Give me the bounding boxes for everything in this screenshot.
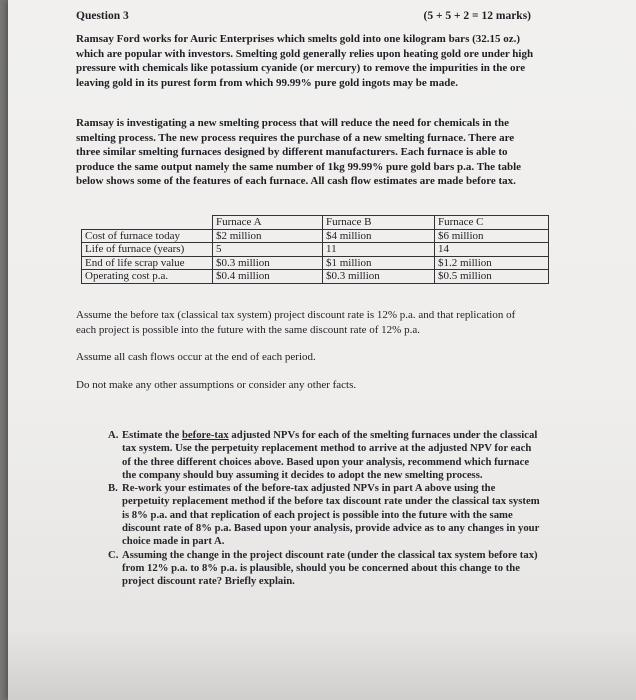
table-header-row: [82, 216, 549, 230]
list-item: [108, 482, 540, 548]
cashflow-assumption: Assume all cash flows occur at the end of each period.: [76, 351, 316, 363]
table-header-cell: Furnace B: [323, 216, 435, 230]
intro-paragraph: Ramsay Ford works for Auric Enterprises which smelts gold into one kilogram bars (32.15 oz.) which are popular with investors. Smelting gold generally relies upon heating gold ore under high pressure with chemicals like potassium cyanide (or mercury) to remove the impurities in the ore leaving gold in its purest form from which 99.99% pure gold ingots may be made.: [76, 33, 534, 89]
paper-shadow: [8, 630, 636, 700]
list-item: [108, 549, 540, 589]
row-label: Cost of furnace today: [82, 229, 213, 243]
question-title: Question 3: [76, 10, 129, 22]
table-header-cell: Furnace A: [213, 216, 323, 230]
table-corner-cell: [82, 216, 213, 230]
table-row: [82, 270, 549, 284]
row-label: Life of furnace (years): [82, 243, 213, 257]
scenario-paragraph: Ramsay is investigating a new smelting process that will reduce the need for chemicals in the smelting process. The new process requires the purchase of a new smelting furnace. There are three similar smelting furnaces designed by different manufacturers. Each furnace is able to produce the same output namely the same number of 1kg 99.99% pure gold bars p.a. The table below shows some of the features of each furnace. All cash flow estimates are made before tax.: [76, 117, 522, 188]
question-marks: (5 + 5 + 2 = 12 marks): [423, 10, 531, 22]
part-marker: B.: [108, 482, 118, 495]
discount-assumption: Assume the before tax (classical tax system) project discount rate is 12% p.a. and that replication of each project is possible into the future with the same discount rate of 12% p.a.: [76, 309, 516, 336]
part-a-text-end: adjusted NPVs for each of the smelting furnaces under the classical tax system. Use the perpetuity replacement method to arrive at the adjusted NPV for each of the three different choices above. Based upon your analysis, recommend which furnace the company should buy assuming it decides to adopt the new smelting process.: [122, 429, 538, 481]
table-cell: $2 million: [213, 229, 323, 243]
table-cell: $0.5 million: [435, 270, 549, 284]
question-parts-list: [108, 429, 540, 589]
table-cell: $0.3 million: [213, 256, 323, 270]
list-item: [108, 429, 540, 482]
table-cell: 14: [435, 243, 549, 257]
table-cell: $0.4 million: [213, 270, 323, 284]
table-row: [82, 243, 549, 257]
part-b-text: Re-work your estimates of the before-tax adjusted NPVs in part A above using the perpetuity replacement method if the before tax discount rate under the classical tax system is 8% p.a. and that replication of each project is possible into the future with the same discount rate of 8% p.a. Based upon your analysis, provide advice as to any changes in your choice made in part A.: [122, 482, 540, 548]
row-label: End of life scrap value: [82, 256, 213, 270]
row-label: Operating cost p.a.: [82, 270, 213, 284]
table-row: [82, 256, 549, 270]
table-header-cell: Furnace C: [435, 216, 549, 230]
table-cell: $1.2 million: [435, 256, 549, 270]
table-row: [82, 229, 549, 243]
table-cell: 11: [323, 243, 435, 257]
part-a-emphasis: before-tax: [181, 429, 229, 441]
no-other-assumptions: Do not make any other assumptions or consider any other facts.: [76, 379, 357, 391]
question-header: [76, 10, 531, 22]
part-c-text: Assuming the change in the project discount rate (under the classical tax system before tax) from 12% p.a. to 8% p.a. is plausible, should you be concerned about this change to the project discount rate? Briefly explain.: [122, 548, 538, 588]
part-a-text-start: Estimate the: [122, 429, 182, 441]
furnace-features-table: [81, 215, 549, 284]
table-cell: $0.3 million: [323, 270, 435, 284]
part-marker: A.: [108, 429, 119, 441]
part-marker: C.: [108, 548, 119, 561]
table-cell: 5: [213, 243, 323, 257]
table-cell: $4 million: [323, 229, 435, 243]
table-cell: $6 million: [435, 229, 549, 243]
table-cell: $1 million: [323, 256, 435, 270]
